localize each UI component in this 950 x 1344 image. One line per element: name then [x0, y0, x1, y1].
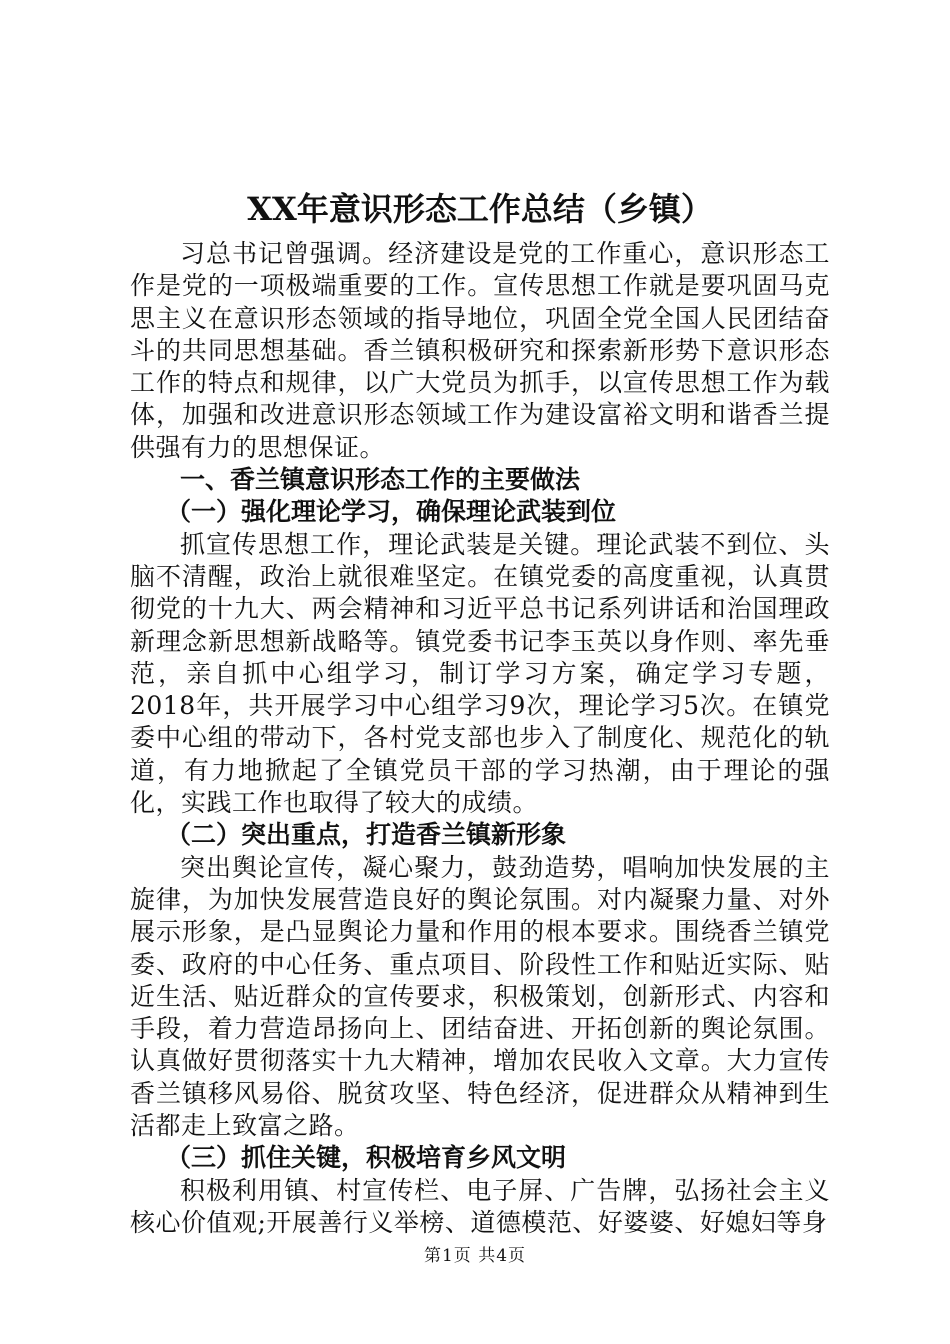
document-body [130, 180, 830, 1239]
subsection-heading-1: （一）强化理论学习，确保理论武装到位 [166, 497, 617, 527]
subsection-paragraph-3: 积极利用镇、村宣传栏、电子屏、广告牌，弘扬社会主义核心价值观;开展善行义举榜、道德模范、好婆婆、好媳妇等身 [130, 1175, 830, 1237]
section-heading-1: 一、香兰镇意识形态工作的主要做法 [180, 465, 581, 495]
subsection-paragraph-2: 突出舆论宣传，凝心聚力，鼓劲造势，唱响加快发展的主旋律，为加快发展营造良好的舆论氛围。对内凝聚力量、对外展示形象，是凸显舆论力量和作用的根本要求。围绕香兰镇党委、政府的中心任务、重点项目、阶段性工作和贴近实际、贴近生活、贴近群众的宣传要求，积极策划，创新形式、内容和手段，着力营造昂扬向上、团结奋进、开拓创新的舆论氛围。认真做好贯彻落实十九大精神，增加农民收入文章。大力宣传香兰镇移风易俗、脱贫攻坚、特色经济，促进群众从精神到生活都走上致富之路。 [130, 852, 830, 1141]
page-title: XX年意识形态工作总结（乡镇） [247, 190, 713, 228]
subsection-paragraph-1: 抓宣传思想工作，理论武装是关键。理论武装不到位、头脑不清醒，政治上就很难坚定。在镇党委的高度重视，认真贯彻党的十九大、两会精神和习近平总书记系列讲话和治国理政新理念新思想新战略等。镇党委书记李玉英以身作则、率先垂范，亲自抓中心组学习，制订学习方案，确定学习专题，2018年，共开展学习中心组学习9次，理论学习5次。在镇党委中心组的带动下，各村党支部也步入了制度化、规范化的轨道，有力地掀起了全镇党员干部的学习热潮，由于理论的强化，实践工作也取得了较大的成绩。 [130, 529, 830, 818]
subsection-heading-2: （二）突出重点，打造香兰镇新形象 [166, 820, 567, 850]
subsection-heading-3: （三）抓住关键，积极培育乡风文明 [166, 1143, 567, 1173]
intro-paragraph: 习总书记曾强调。经济建设是党的工作重心，意识形态工作是党的一项极端重要的工作。宣传思想工作就是要巩固马克思主义在意识形态领域的指导地位，巩固全党全国人民团结奋斗的共同思想基础。香兰镇积极研究和探索新形势下意识形态工作的特点和规律，以广大党员为抓手，以宣传思想工作为载体，加强和改进意识形态领域工作为建设富裕文明和谐香兰提供强有力的思想保证。 [130, 239, 830, 462]
page-footer: 第1页 共4页 [423, 1246, 527, 1266]
